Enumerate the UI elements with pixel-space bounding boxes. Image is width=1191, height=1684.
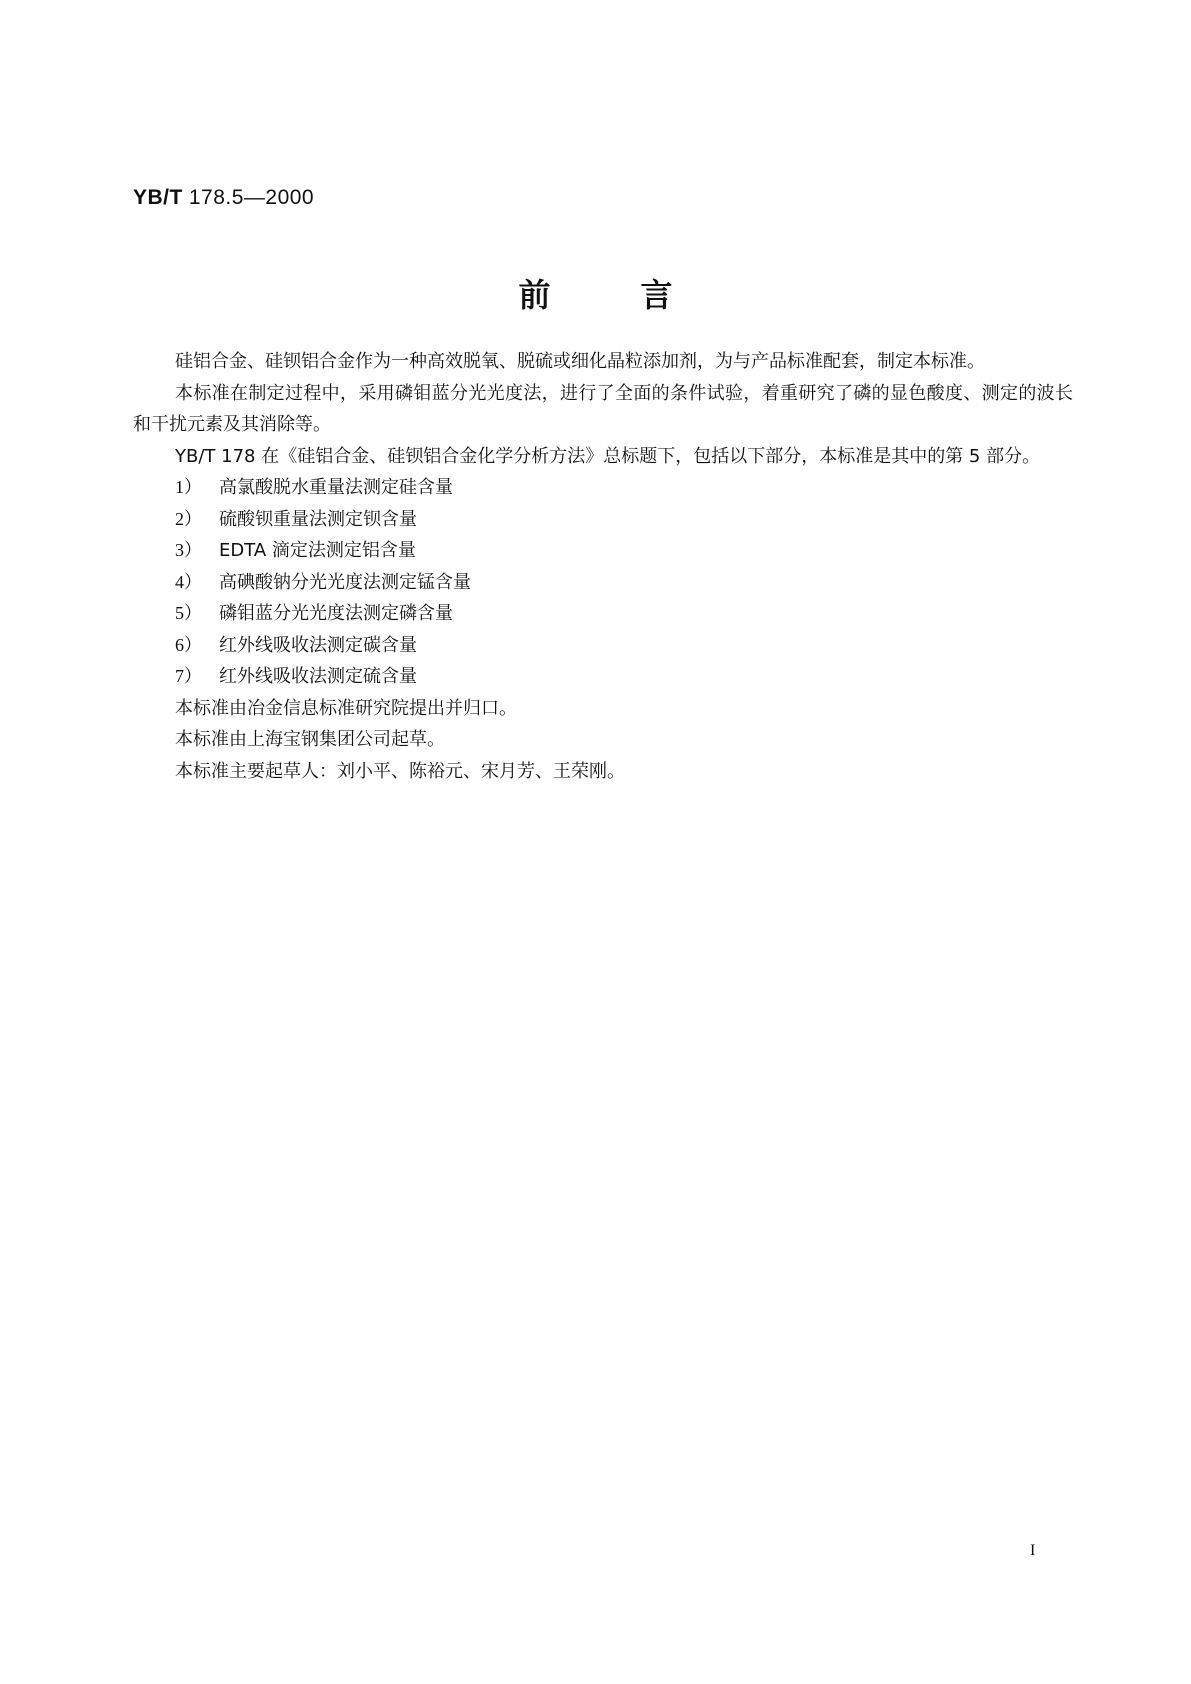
list-item-text: 高氯酸脱水重量法测定硅含量 <box>219 477 453 498</box>
list-item-text: 硫酸钡重量法测定钡含量 <box>219 508 417 530</box>
list-item <box>133 661 1073 693</box>
list-item-index: 6） <box>175 634 202 655</box>
list-item-text: 磷钼蓝分光光度法测定磷含量 <box>219 603 453 624</box>
list-item <box>133 504 1073 536</box>
note-drafting-unit: 本标准由上海宝钢集团公司起草。 <box>175 729 445 750</box>
page-number: I <box>1030 1542 1036 1559</box>
list-item-text: 红外线吸收法测定碳含量 <box>219 634 417 656</box>
note-proposer: 本标准由冶金信息标准研究院提出并归口。 <box>175 697 517 719</box>
list-item-index: 1） <box>175 477 202 497</box>
list-item <box>133 535 1073 567</box>
list-item-text: 红外线吸收法测定硫含量 <box>219 666 417 687</box>
list-item-text: EDTA 滴定法测定铝含量 <box>219 540 416 561</box>
list-item <box>133 472 1073 504</box>
paragraph-method: 本标准在制定过程中，采用磷钼蓝分光光度法，进行了全面的条件试验，着重研究了磷的显色酸度、测定的波长和干扰元素及其消除等。 <box>133 382 1073 435</box>
page-title: 前言 <box>518 276 763 314</box>
list-item-index: 5） <box>175 603 202 623</box>
foreword-body <box>133 346 1073 787</box>
list-item <box>133 567 1073 599</box>
standard-number: 178.5—2000 <box>188 186 315 209</box>
standard-prefix: YB/T <box>133 186 183 209</box>
list-item-index: 4） <box>175 571 202 592</box>
list-item <box>133 598 1073 630</box>
standard-code <box>133 186 314 210</box>
paragraph-parts: YB/T 178 在《硅铝合金、硅钡铝合金化学分析方法》总标题下，包括以下部分，本标准是其中的第 5 部分。 <box>175 445 1041 467</box>
list-item-index: 3） <box>175 540 202 560</box>
parts-list <box>133 472 1073 693</box>
list-item-index: 7） <box>175 666 202 686</box>
list-item-index: 2） <box>175 508 202 529</box>
note-drafters: 本标准主要起草人：刘小平、陈裕元、宋月芳、王荣刚。 <box>175 760 625 782</box>
paragraph-intro: 硅铝合金、硅钡铝合金作为一种高效脱氧、脱硫或细化晶粒添加剂，为与产品标准配套，制定本标准。 <box>175 351 985 372</box>
list-item <box>133 630 1073 662</box>
list-item-text: 高碘酸钠分光光度法测定锰含量 <box>219 571 471 593</box>
